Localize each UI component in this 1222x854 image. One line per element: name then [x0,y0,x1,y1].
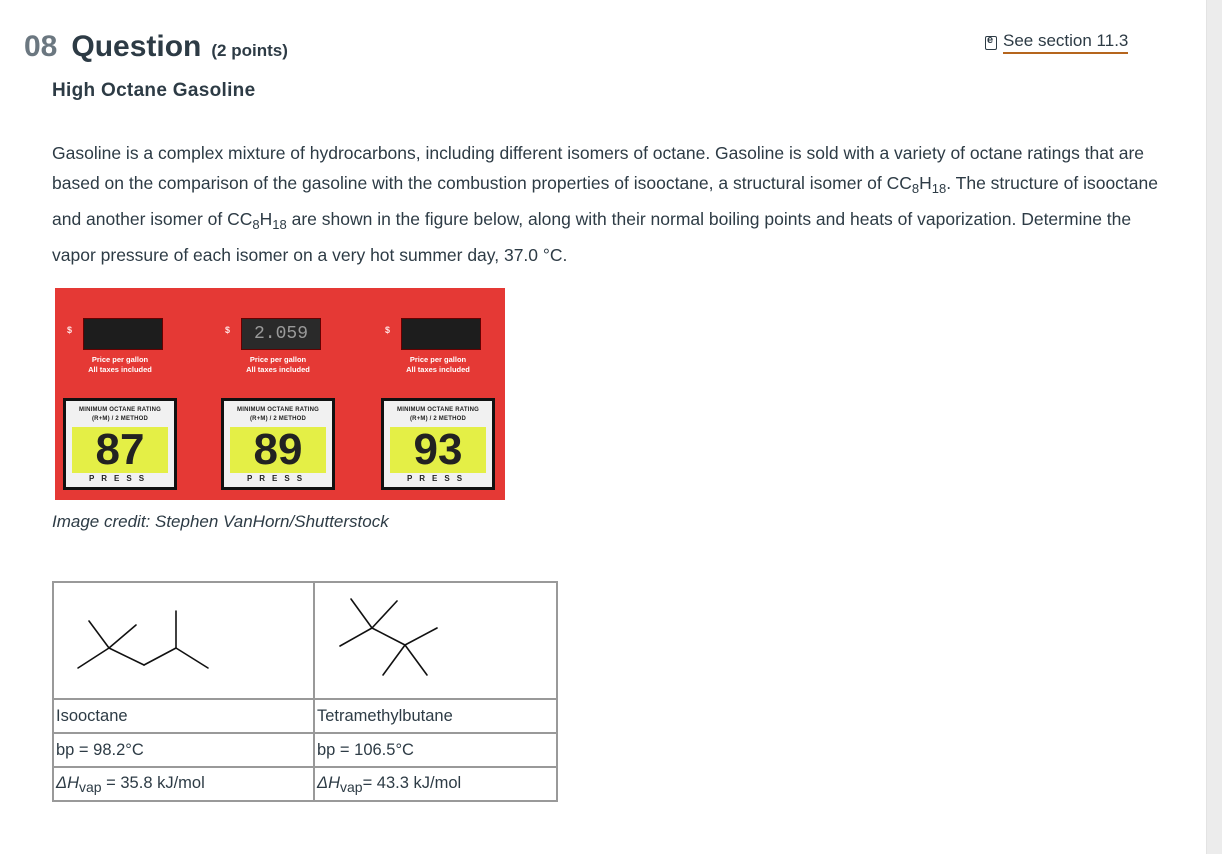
gas-pump-photo [55,288,505,500]
tetramethylbutane-bp: bp = 106.5°C [314,733,557,767]
isooctane-structure-diagram [54,583,309,693]
dhvap-value: = 43.3 kJ/mol [362,773,462,792]
image-credit: Image credit: Stephen VanHorn/Shutterstock [52,512,389,531]
formula-c-sub: 8 [911,181,920,196]
dhvap-symbol: ΔH [317,773,340,792]
price-caption-line: All taxes included [246,365,310,374]
dhvap-subscript: vap [79,778,102,795]
page-scrollbar[interactable] [1206,0,1222,854]
tetramethylbutane-structure-cell [314,582,557,699]
isooctane-name: Isooctane [53,699,314,733]
price-display [83,318,163,350]
price-caption-line: Price per gallon [249,355,307,364]
octane-number: 87 [72,427,168,473]
octane-rating-sign [63,398,177,490]
press-label: PRESS [406,474,470,483]
isooctane-dhvap [53,767,314,801]
dollar-sign: $ [67,325,73,335]
octane-number: 93 [390,427,486,473]
question-header [24,30,288,64]
dhvap-symbol: ΔH [56,773,79,792]
question-points: (2 points) [211,41,288,60]
price-caption [213,355,343,375]
formula-h-sub: 18 [272,217,287,232]
rating-label [66,401,174,424]
press-label: PRESS [246,474,310,483]
formula-h: H [919,173,932,193]
price-caption [55,355,185,375]
pump-panel [55,288,205,500]
rating-label [384,401,492,424]
formula-h-sub: 18 [931,181,947,196]
isooctane-structure-cell [53,582,314,699]
press-label: PRESS [88,474,152,483]
price-caption-line: Price per gallon [409,355,467,364]
pump-panel [213,288,363,500]
price-caption-line: All taxes included [88,365,152,374]
rating-label-line: (R+M) / 2 METHOD [249,416,307,422]
tetramethylbutane-dhvap [314,767,557,801]
body-text-3: are shown in the figure below, along with their normal boiling points and heats of vaporization. Determine the vapor pressure of each isomer on a very hot summer day, 37.0 °C. [52,209,1132,265]
tetramethylbutane-structure-diagram [315,583,552,693]
rating-label-line: (R+M) / 2 METHOD [91,416,149,422]
octane-number: 89 [230,427,326,473]
tetramethylbutane-name: Tetramethylbutane [314,699,557,733]
price-display [401,318,481,350]
price-display: 2.059 [241,318,321,350]
question-title: Question [71,30,202,63]
price-caption [373,355,503,375]
rating-label-line: MINIMUM OCTANE RATING [79,407,161,413]
rating-label [224,401,332,424]
body-text-1: Gasoline is a complex mixture of hydrocarbons, including different isomers of octane. Gasoline is sold with a variety of octane ratings that are based on the comparison of the gasoline with the combustion properties of isooctane, a structural isomer of C [52,143,1145,193]
octane-rating-sign [221,398,335,490]
formula-c: C [239,209,253,229]
octane-rating-sign [381,398,495,490]
rating-label-line: MINIMUM OCTANE RATING [237,407,319,413]
dhvap-subscript: vap [340,778,363,795]
price-caption-line: Price per gallon [91,355,149,364]
see-section-label[interactable]: See section 11.3 [1003,31,1128,54]
question-body [52,138,1162,270]
pump-panel [373,288,505,500]
price-caption-line: All taxes included [406,365,470,374]
formula-c: C [899,173,912,193]
rating-label-line: (R+M) / 2 METHOD [409,416,467,422]
isomer-table [52,581,558,802]
dollar-sign: $ [385,325,391,335]
body-text-2: . The structure of isooctane and another isomer of C [52,173,1158,229]
question-number: 08 [24,30,58,63]
ebook-icon [985,36,997,50]
rating-label-line: MINIMUM OCTANE RATING [397,407,479,413]
formula-c-sub: 8 [252,217,260,232]
dollar-sign: $ [225,325,231,335]
see-section-link[interactable] [985,31,1128,54]
formula-h: H [259,209,273,229]
isooctane-bp: bp = 98.2°C [53,733,314,767]
question-subtitle: High Octane Gasoline [52,80,256,101]
dhvap-value: = 35.8 kJ/mol [101,773,205,792]
